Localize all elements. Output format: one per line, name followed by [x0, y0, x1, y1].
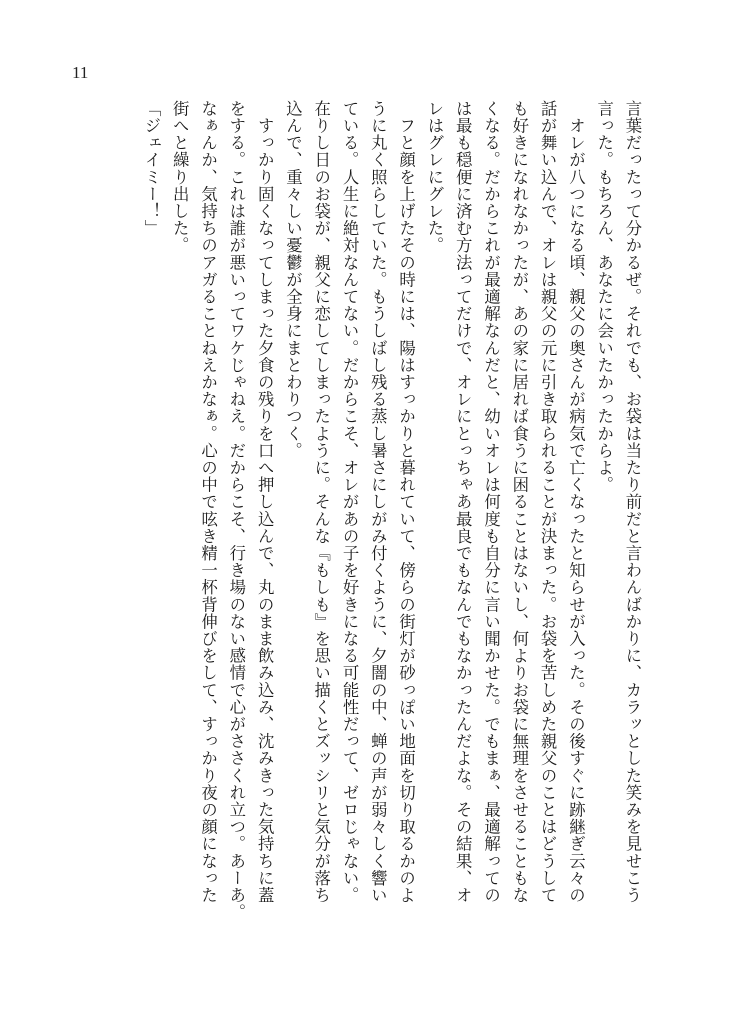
text-line: ている。人生に絶対なんてない。だからこそ、オレがあの子を好きになる可能性だって、ゼロじゃない。	[340, 100, 360, 904]
page-number: 11	[72, 63, 89, 82]
text-line: 言った。もちろん、あなたに会いたかったからよ。	[594, 100, 614, 494]
text-line: 在りし日のお袋が、親父に恋してしまったように。そんな『もしも』を思い描くとズッシリと気分が落ち	[311, 100, 331, 904]
text-line: レはグレにグレた。	[424, 100, 444, 254]
text-line: も好きになれなかったが、あの家に居れば食うに困ることはないし、何よりお袋に無理をさせることもな	[509, 100, 529, 904]
text-line: 街へと繰り出した。	[170, 100, 190, 254]
text-line: すっかり固くなってしまった夕食の残りを口へ押し込んで、丸のまま飲み込み、沈みきった気持ちに蓋	[255, 100, 275, 904]
text-line: くなる。だからこれが最適解なんだと、幼いオレは何度も自分に言い聞かせた。でもまぁ、最適解っての	[481, 100, 501, 904]
text-line: をする。これは誰が悪いってワケじゃねえ。だからこそ、行き場のない感情で心がささくれ立つ。あーあ。	[226, 100, 246, 921]
dialogue-line: 「ジェイミー！」	[141, 100, 161, 237]
text-line: 話が舞い込んで、オレは親父の元に引き取られることが決まった。お袋を苦しめた親父のことはどうして	[538, 100, 558, 904]
text-line: オレが八つになる頃、親父の奥さんが病気で亡くなったと知らせが入った。その後すぐに跡継ぎ云々の	[566, 100, 586, 904]
text-line: なぁんか、気持ちのアガることねえかなぁ。心の中で呟き精一杯背伸びをして、すっかり夜の顔になった	[198, 100, 218, 904]
text-line: うに丸く照らしていた。もうしばし残る蒸し暑さにしがみ付くように、夕闇の中、蝉の声が弱々しく響い	[368, 100, 388, 904]
text-line: は最も穏便に済む方法ってだけで、オレにとっちゃあ最良でもなんでもなかったんだよな。その結果、オ	[453, 100, 473, 904]
text-line: 込んで、重々しい憂鬱が全身にまとわりつく。	[283, 100, 303, 460]
text-line: フと顔を上げたその時には、陽はすっかりと暮れていて、傍らの街灯が砂っぽい地面を切り取るかのよ	[396, 100, 416, 904]
text-line: 言葉だったって分かるぜ。それでも、お袋は当たり前だと言わんばかりに、カラッとした笑みを見せこう	[623, 100, 642, 904]
vertical-text-body	[86, 100, 646, 960]
